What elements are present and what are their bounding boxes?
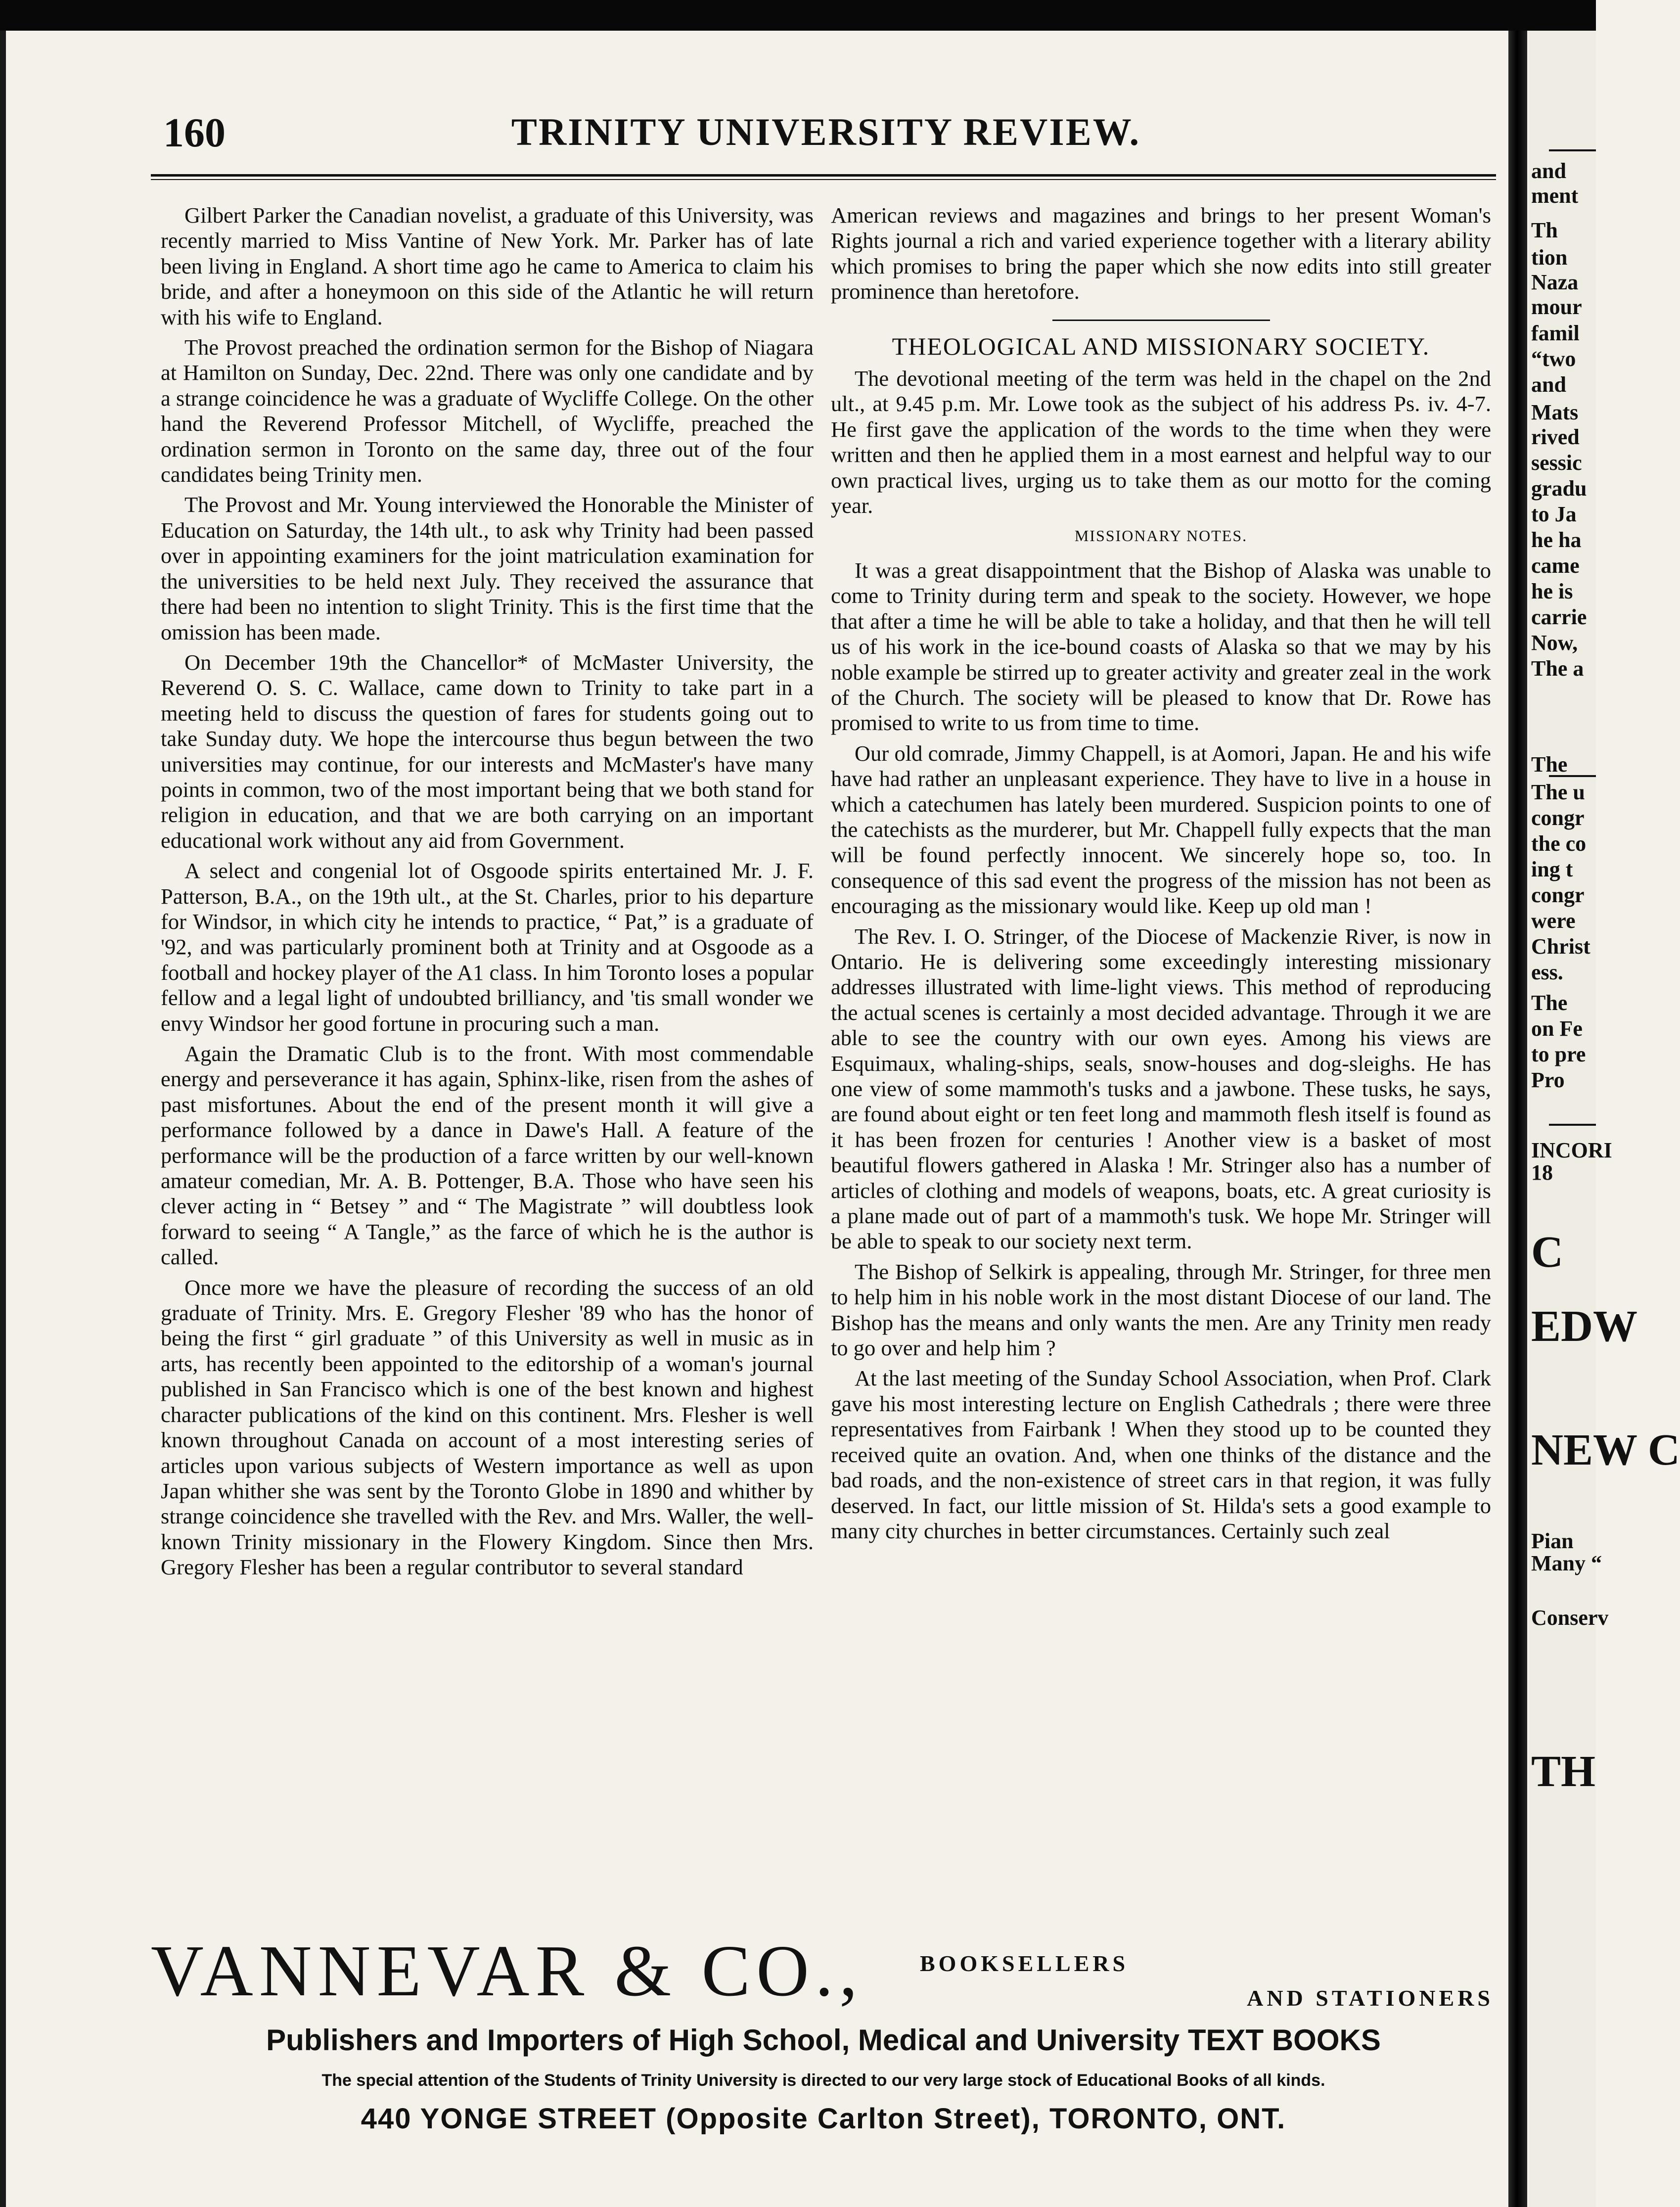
facing-page-line: Now, <box>1531 631 1578 655</box>
facing-page-line: Many “ <box>1531 1551 1602 1575</box>
facing-page-line: the co <box>1531 831 1587 856</box>
facing-rule <box>1549 1124 1596 1126</box>
facing-page-line: and <box>1531 159 1566 183</box>
page-header <box>153 99 1498 168</box>
facing-page-line: The <box>1531 991 1568 1015</box>
facing-page-line: Naza <box>1531 270 1579 294</box>
facing-page-line: Th <box>1531 218 1558 242</box>
facing-page-line: Conserv <box>1531 1606 1609 1630</box>
facing-page-line: to Ja <box>1531 502 1577 526</box>
continued-paragraph: American reviews and magazines and brings to her present Woman's Rights journal a rich and varied experience together with a literary ability which promises to bring the paper which she now edits into still greater prominence than heretofore. <box>831 203 1491 304</box>
missionary-paragraph: It was a great disappointment that the Bishop of Alaska was unable to come to Trinity during term and speak to the society. However, we hope that after a time he will be able to take a holiday, and that then he will tell us of his work in the ice-bound coasts of Alaska so that we may by his noble example be stirred up to greater activity and greater zeal in the work of the Church. The society will be pleased to know that Dr. Rowe has promised to write to us from time to time. <box>831 557 1491 736</box>
news-paragraph: Once more we have the pleasure of recording the success of an old graduate of Trinity. Mrs. E. Gregory Flesher '89 who has the honor of being the first “ girl graduate ” of this University as well in music as in arts, has recently been appointed to the editorship of a woman's journal published in San Francisco which is one of the best known and highest character publications of the kind on this continent. Mrs. Flesher is well known throughout Canada on account of a most interesting series of articles upon various subjects of Western importance as well as upon Japan whither she was sent by the Toronto Globe in 1890 and whither by strange coincidence she travelled with the Rev. and Mrs. Waller, the well-known Trinity missionary in the Flowery Kingdom. Since then Mrs. Gregory Flesher has been a regular contributor to several standard <box>161 1275 814 1580</box>
header-rule-thin <box>151 179 1496 180</box>
facing-page-line: gradu <box>1531 476 1587 501</box>
facing-page-line: sessic <box>1531 451 1582 475</box>
facing-page-line: Pro <box>1531 1068 1565 1092</box>
missionary-paragraph: The Rev. I. O. Stringer, of the Diocese of Mackenzie River, is now in Ontario. He is delivering some exceedingly interesting missionary addresses illustrated with lime-light views. This method of reproducing the actual scenes is certainly a most decided advantage. Through it we are able to see the country with our own eyes. Among his views are Esquimaux, whaling-ships, seals, snow-houses and dog-sleighs. He has one view of some mammoth's tusks and a jawbone. These tusks, he says, are found about eight or ten feet long and mammoth flesh itself is found as it has been frozen for centuries ! Another view is a basket of most beautiful flowers gathered in Alaska ! Mr. Stringer also has a number of articles of clothing and models of weapons, boats, etc. A great curiosity is a plane made out of part of a mammoth's tusk. We hope Mr. Stringer will be able to speak to our society next term. <box>831 923 1491 1254</box>
facing-page-line: famil <box>1531 321 1580 345</box>
missionary-paragraph: At the last meeting of the Sunday School Association, when Prof. Clark gave his most interesting lecture on English Cathedrals ; there were three representatives from Fairbank ! When they stood up to be counted they received quite an ovation. And, when one thinks of the distance and the bad roads, and the non-existence of street cars in that region, it was fully deserved. In fact, our little mission of St. Hilda's sets a good example to many city churches in better circumstances. Certainly such zeal <box>831 1366 1491 1543</box>
facing-page-line: Christ <box>1531 934 1590 959</box>
news-paragraph: Again the Dramatic Club is to the front. With most commendable energy and perseverance it has again, Sphinx-like, risen from the ashes of past misfortunes. About the end of the present month it will give a performance followed by a dance in Dawe's Hall. A feature of the performance will be the production of a farce written by our well-known amateur comedian, Mr. A. B. Pottenger, B.A. Those who have seen his clever acting in “ Betsey ” and “ The Magistrate ” will doubtless look forward to seeing “ A Tangle,” as the farce of which he is the author is called. <box>161 1041 814 1270</box>
scan-border <box>0 0 1596 31</box>
binding-gutter <box>1508 31 1527 2207</box>
facing-rule <box>1549 149 1596 151</box>
news-paragraph: A select and congenial lot of Osgoode spirits entertained Mr. J. F. Patterson, B.A., on the 19th ult., at the St. Charles, prior to his departure for Windsor, in which city he intends to practice, “ Pat,” is a graduate of '92, and was particularly prominent both at Trinity and at Osgoode as a football and hockey player of the A1 class. In him Toronto loses a popular fellow and a legal light of undoubted brilliancy, and 'tis small wonder we envy Windsor her good fortune in procuring such a man. <box>161 858 814 1036</box>
news-paragraph: On December 19th the Chancellor* of McMaster University, the Reverend O. S. C. Wallace, came down to Trinity to take part in a meeting held to discuss the question of fares for students going out to take Sunday duty. We hope the intercourse thus begun between the two universities may continue, for our interests and McMaster's have many points in common, two of the most important being that we both stand for religion in education, and that we are both carrying on an important educational work without any aid from Government. <box>161 649 814 853</box>
facing-page-line: to pre <box>1531 1042 1586 1066</box>
facing-page-line: Pian <box>1531 1529 1574 1553</box>
section-divider <box>1052 320 1270 321</box>
facing-page-line: INCORI <box>1531 1138 1612 1162</box>
facing-page-line: congr <box>1531 806 1585 830</box>
facing-page-line: TH <box>1531 1747 1596 1796</box>
advertisement <box>148 1931 1498 2139</box>
advertiser-name: VANNEVAR & CO., <box>151 1931 863 2012</box>
trade-line-stationers: AND STATIONERS <box>1247 1985 1494 2011</box>
subsection-title: MISSIONARY NOTES. <box>1074 527 1248 545</box>
facing-page-line: The a <box>1531 656 1584 681</box>
facing-page-line: he is <box>1531 579 1573 603</box>
facing-page-line: The u <box>1531 780 1585 804</box>
section-intro: The devotional meeting of the term was held in the chapel on the 2nd ult., at 9.45 p.m. Mr. Lowe took as the subject of his address Ps. iv. 4-7. He first gave the application of the words to the time when they were written and then he applied them in a most earnest and helpful way to our own practical lives, urging us to take them as our motto for the coming year. <box>831 366 1491 518</box>
facing-page-line: carrie <box>1531 605 1587 629</box>
facing-page-line: mour <box>1531 295 1582 319</box>
left-column <box>161 203 814 1929</box>
facing-page-line: and <box>1531 372 1566 397</box>
facing-page-line: congr <box>1531 883 1585 907</box>
facing-page-line: rived <box>1531 425 1580 449</box>
facing-page-line: ment <box>1531 184 1579 208</box>
page-number: 160 <box>163 110 226 156</box>
facing-page-line: Mats <box>1531 400 1579 424</box>
facing-page-line: “two <box>1531 347 1576 371</box>
missionary-paragraph: The Bishop of Selkirk is appealing, through Mr. Stringer, for three men to help him in his noble work in the most distant Diocese of our land. The Bishop has the means and only wants the men. Are any Trinity men ready to go over and help him ? <box>831 1259 1491 1361</box>
facing-page-line: EDW <box>1531 1302 1638 1351</box>
facing-page-line: tion <box>1531 245 1568 270</box>
address-line: 440 YONGE STREET (Opposite Carlton Street), TORONTO, ONT. <box>361 2103 1286 2135</box>
news-paragraph: The Provost and Mr. Young interviewed the Honorable the Minister of Education on Saturday, the 14th ult., to ask why Trinity had been passed over in appointing examiners for the joint matriculation examination for the universities to be held next July. They received the assurance that there had been no intention to slight Trinity. This is the first time that the omission has been made. <box>161 492 814 644</box>
facing-page-line: were <box>1531 909 1576 933</box>
trade-line-booksellers: BOOKSELLERS <box>920 1951 1129 1976</box>
special-attention-line: The special attention of the Students of Trinity University is directed to our very large stock of Educational Books of all kinds. <box>321 2071 1325 2090</box>
header-rule <box>151 174 1496 177</box>
section-title: THEOLOGICAL AND MISSIONARY SOCIETY. <box>892 332 1430 360</box>
publishers-line: Publishers and Importers of High School, Medical and University TEXT BOOKS <box>266 2023 1381 2057</box>
news-paragraph: Gilbert Parker the Canadian novelist, a graduate of this University, was recently married to Miss Vantine of New York. Mr. Parker has of late been living in England. A short time ago he came to America to claim his bride, and after a honeymoon on this side of the Atlantic he will return with his wife to England. <box>161 203 814 329</box>
facing-page-line: NEW C <box>1531 1425 1680 1474</box>
news-paragraph: The Provost preached the ordination sermon for the Bishop of Niagara at Hamilton on Sunday, Dec. 22nd. There was only one candidate and by a strange coincidence he was a graduate of Wycliffe College. On the other hand the Reverend Professor Mitchell, of Wycliffe, preached the ordination sermon in Toronto on the same day, three out of the four candidates being Trinity men. <box>161 335 814 487</box>
facing-page-line: ing t <box>1531 857 1573 881</box>
facing-page-line: The <box>1531 752 1568 777</box>
facing-page-line: on Fe <box>1531 1016 1583 1041</box>
facing-page-fragment <box>1529 31 1680 2207</box>
missionary-paragraph: Our old comrade, Jimmy Chappell, is at Aomori, Japan. He and his wife have had rather an unpleasant experience. They have to live in a house in which a catechumen has lately been murdered. Suspicion points to one of the catechists as the murderer, but Mr. Chappell fully expects that the man will be found perfectly innocent. We sincerely hope so, too. In consequence of this sad event the progress of the mission has not been as encouraging as the missionary would like. Keep up old man ! <box>831 740 1491 919</box>
facing-page-line: came <box>1531 553 1580 578</box>
facing-page-line: 18 <box>1531 1160 1553 1185</box>
facing-page-line: C <box>1531 1228 1563 1277</box>
facing-page-line: ess. <box>1531 960 1563 984</box>
running-title: TRINITY UNIVERSITY REVIEW. <box>511 110 1141 153</box>
scan-left-edge <box>0 31 6 2207</box>
facing-page-line: he ha <box>1531 528 1582 552</box>
right-column <box>831 203 1491 1929</box>
